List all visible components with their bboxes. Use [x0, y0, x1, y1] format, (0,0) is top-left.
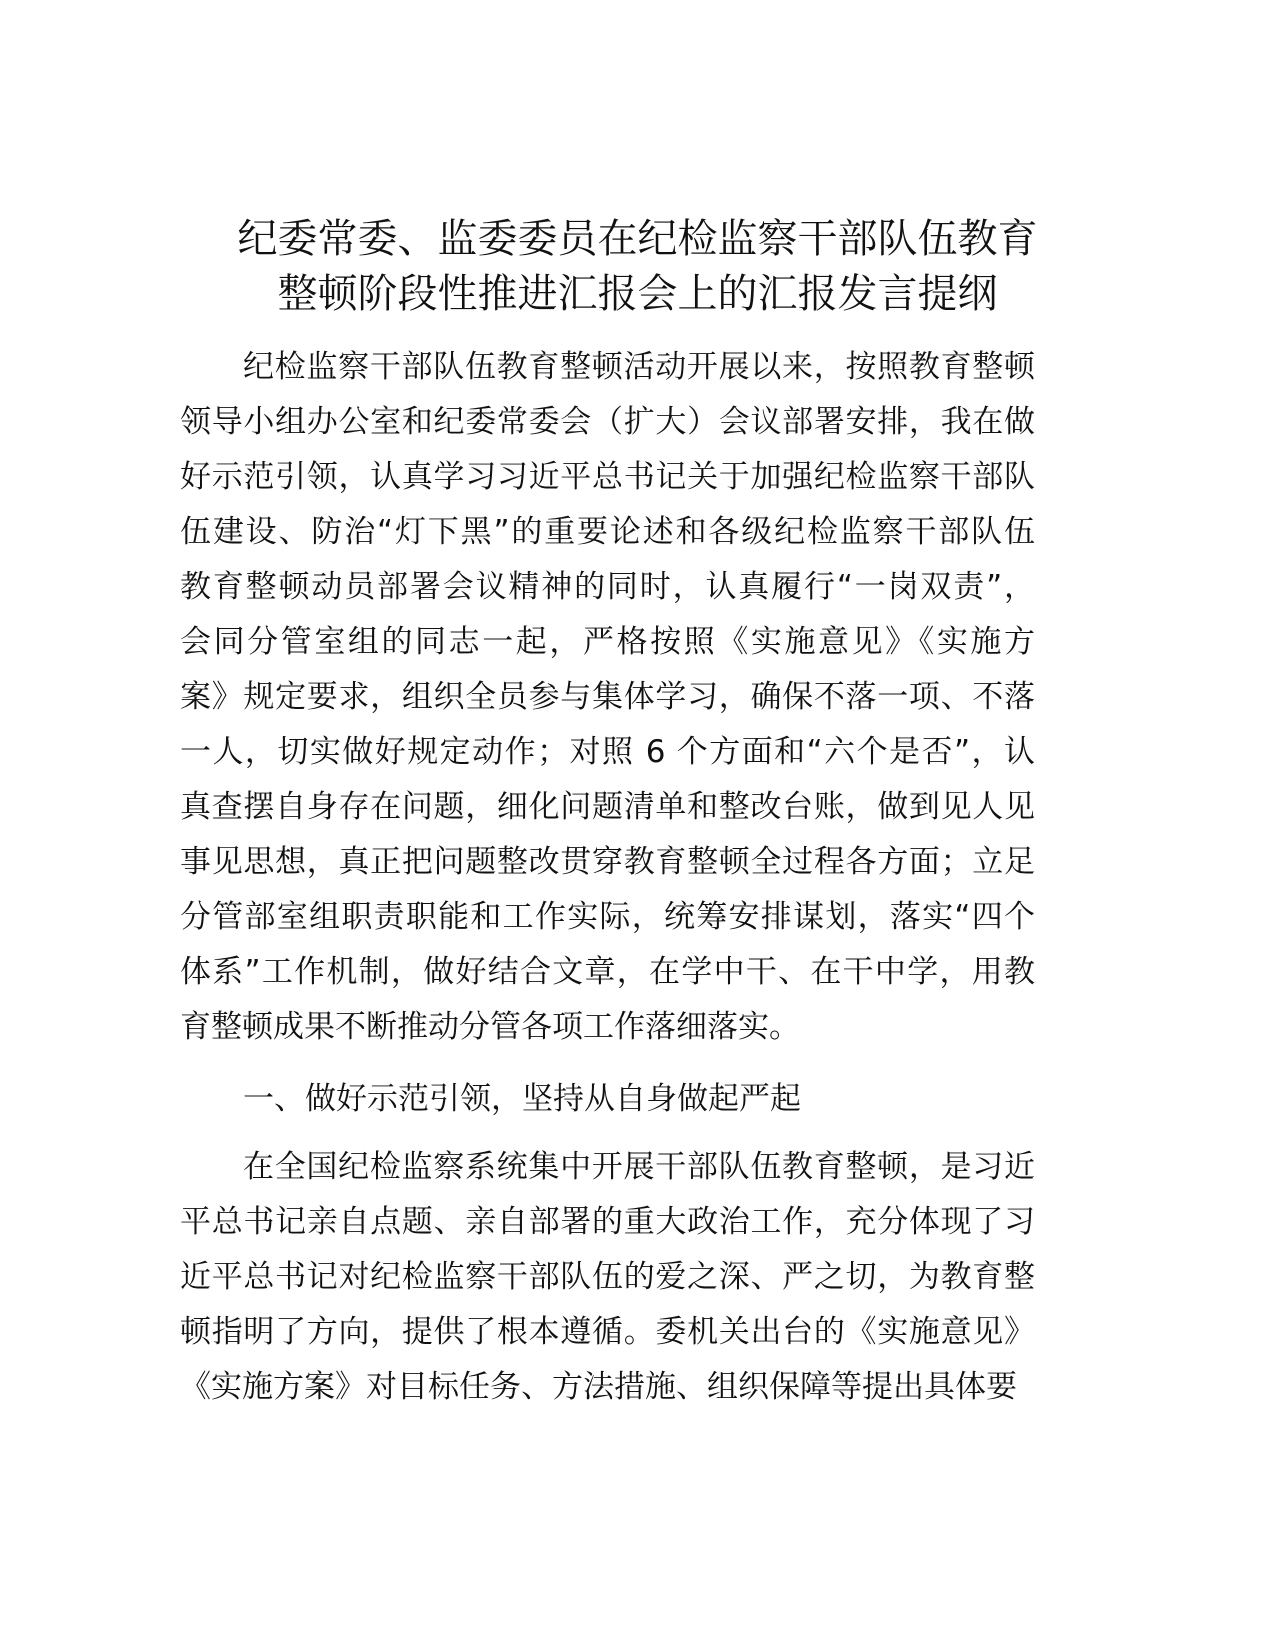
paragraph-line: 一人，切实做好规定动作；对照 6 个方面和“六个是否”，认: [180, 734, 1035, 770]
paragraph-line: 案》规定要求，组织全员参与集体学习，确保不落一项、不落: [180, 679, 1035, 715]
document-title-line-1: 纪委常委、监委委员在纪检监察干部队伍教育: [237, 216, 1038, 262]
paragraph-line: 真查摆自身存在问题，细化问题清单和整改台账，做到见人见: [180, 789, 1035, 825]
paragraph-line: 近平总书记对纪检监察干部队伍的爱之深、严之切，为教育整: [180, 1259, 1035, 1295]
paragraph-line: 顿指明了方向，提供了根本遵循。委机关出台的《实施意见》: [180, 1314, 1035, 1350]
paragraph-line: 在全国纪检监察系统集中开展干部队伍教育整顿，是习近: [243, 1149, 1035, 1185]
paragraph-line: 体系”工作机制，做好结合文章，在学中干、在干中学，用教: [180, 954, 1035, 990]
paragraph-line: 事见思想，真正把问题整改贯穿教育整顿全过程各方面；立足: [180, 844, 1035, 880]
paragraph-line: 好示范引领，认真学习习近平总书记关于加强纪检监察干部队: [180, 459, 1035, 495]
paragraph-line: 平总书记亲自点题、亲自部署的重大政治工作，充分体现了习: [180, 1204, 1035, 1240]
paragraph-line: 教育整顿动员部署会议精神的同时，认真履行“一岗双责”，: [180, 569, 1035, 605]
section-heading: 一、做好示范引领，坚持从自身做起严起: [243, 1081, 801, 1117]
paragraph-line: 会同分管室组的同志一起，严格按照《实施意见》《实施方: [180, 624, 1035, 660]
paragraph-line: 伍建设、防治“灯下黑”的重要论述和各级纪检监察干部队伍: [180, 514, 1035, 550]
paragraph-line: 纪检监察干部队伍教育整顿活动开展以来，按照教育整顿: [243, 349, 1035, 385]
document-title-line-2: 整顿阶段性推进汇报会上的汇报发言提纲: [277, 271, 998, 317]
paragraph-line: 育整顿成果不断推动分管各项工作落细落实。: [180, 1009, 800, 1045]
paragraph-line: 分管部室组职责职能和工作实际，统筹安排谋划，落实“四个: [180, 899, 1035, 935]
paragraph-line: 领导小组办公室和纪委常委会（扩大）会议部署安排，我在做: [180, 404, 1035, 440]
paragraph-line: 《实施方案》对目标任务、方法措施、组织保障等提出具体要: [180, 1369, 1017, 1405]
